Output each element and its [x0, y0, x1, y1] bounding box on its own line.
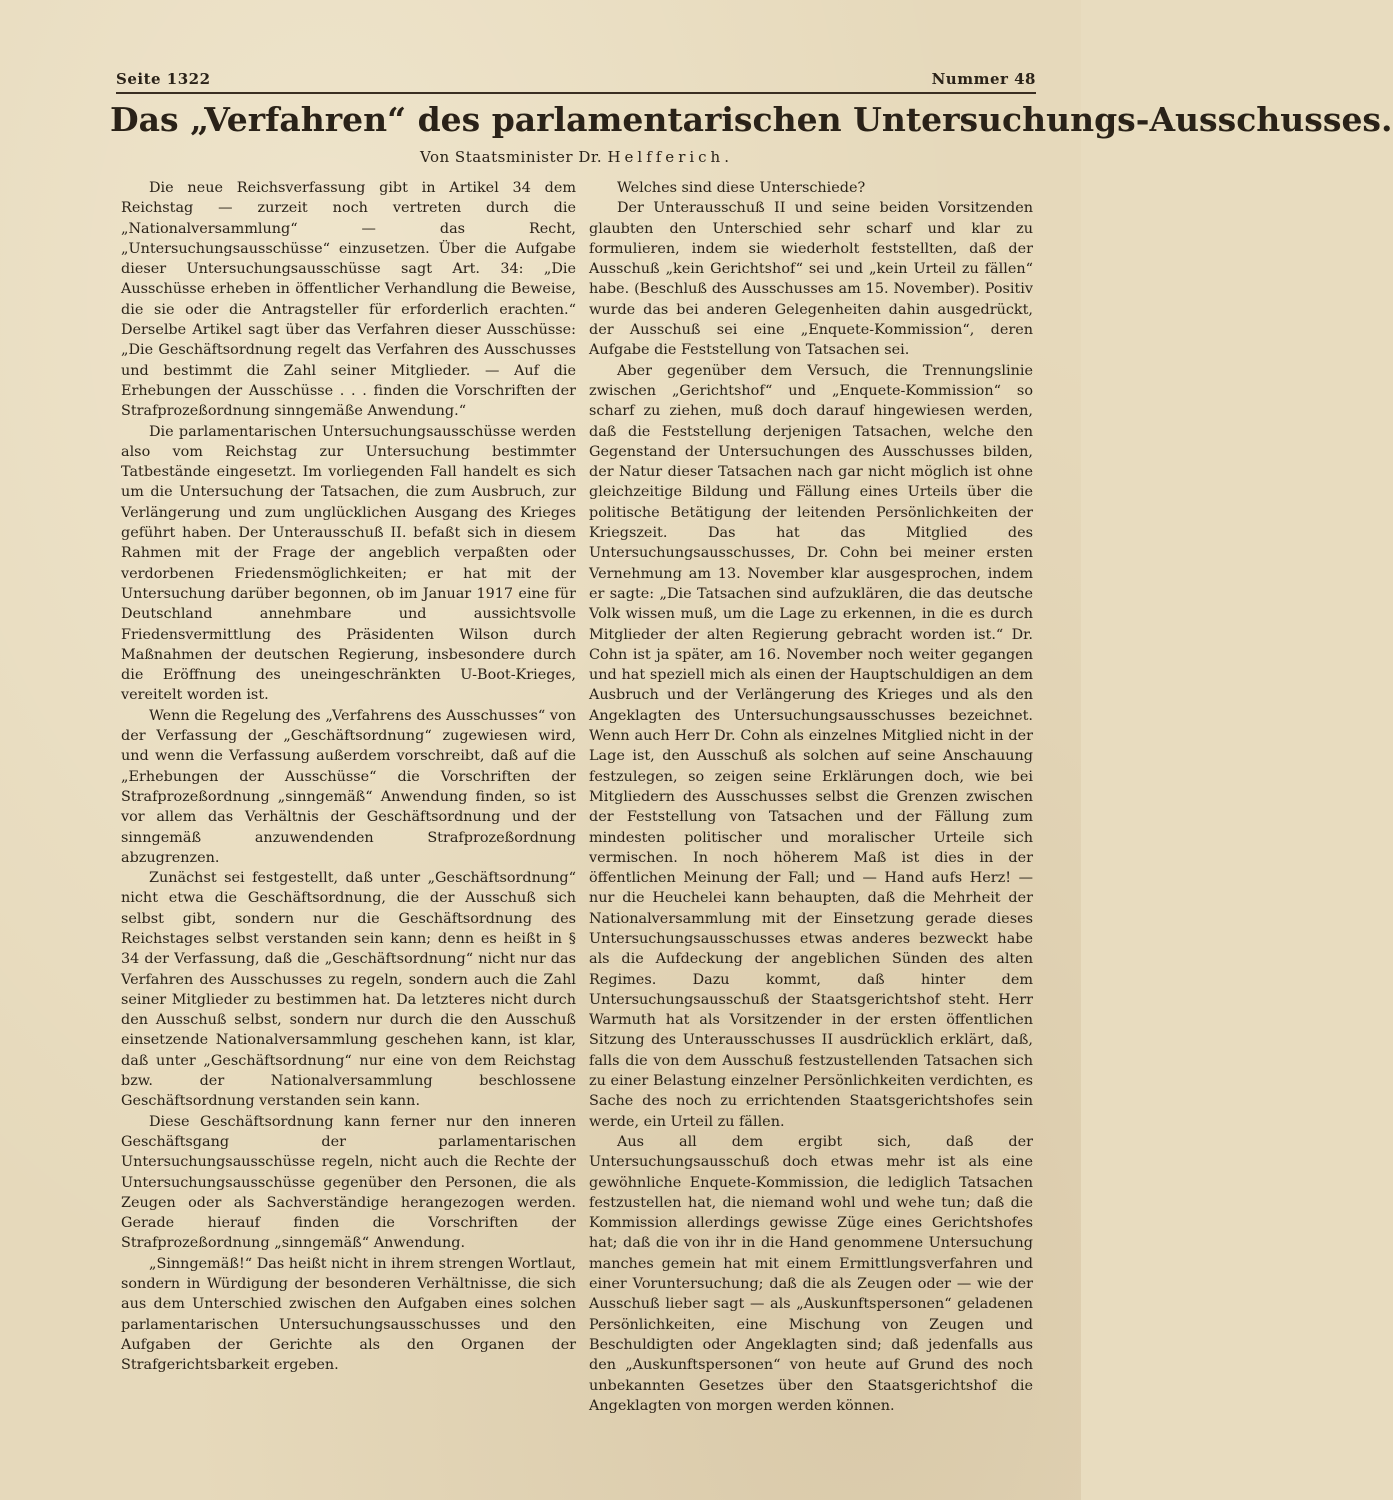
byline-prefix: Von Staatsminister Dr.: [420, 148, 603, 166]
right-paragraph-1: Welches sind diese Unterschiede?: [617, 180, 866, 196]
page-number: Seite 1322: [116, 70, 211, 88]
left-paragraph-5: Diese Geschäftsordnung kann ferner nur den inneren Geschäftsgang der parlamentarischen Untersuchungsausschüsse regeln, nicht auch die Rechte der Untersuchungsausschüsse gegenüber den Personen, die als Zeugen oder als Sachverständige herangezogen werden. Gerade hierauf finden die Vorschriften der Strafprozeßordnung „sinngemäß“ Anwendung.: [121, 1113, 576, 1252]
article-title: Das „Verfahren“ des parlamentarischen Untersuchungs-Ausschusses.: [110, 100, 1393, 139]
right-paragraph-4: Aus all dem ergibt sich, daß der Untersuchungsausschuß doch etwas mehr ist als eine gewöhnliche Enquete-Kommission, die lediglich Tatsachen festzustellen hat, die niemand wohl und wehe tun; daß die Kommission allerdings gewisse Züge eines Gerichtshofes hat; daß die von ihr in die Hand genommene Untersuchung manches gemein hat mit einem Ermittlungsverfahren und einer Voruntersuchung; daß die als Zeugen oder — wie der Ausschuß lieber sagt — als „Auskunftspersonen“ geladenen Persönlichkeiten, eine Mischung von Zeugen und Beschuldigten oder Angeklagten sind; daß jedenfalls aus den „Auskunftspersonen“ von heute auf Grund des noch unbekannten Gesetzes über den Staatsgerichtshof die Angeklagten von morgen werden können.: [589, 1133, 1033, 1414]
right-paragraph-2: Der Unterausschuß II und seine beiden Vorsitzenden glaubten den Unterschied sehr scharf und klar zu formulieren, indem sie wiederholt feststellten, daß der Ausschuß „kein Gerichtshof“ sei und „kein Urteil zu fällen“ habe. (Beschluß des Ausschusses am 15. November). Positiv wurde das bei anderen Gelegenheiten dahin ausgedrückt, der Ausschuß sei eine „Enquete-Kommission“, deren Aufgabe die Feststellung von Tatsachen sei.: [589, 200, 1033, 359]
left-paragraph-3: Wenn die Regelung des „Verfahrens des Ausschusses“ von der Verfassung der „Geschäftsordnung“ zugewiesen wird, und wenn die Verfassung außerdem vorschreibt, daß auf die „Erhebungen der Ausschüsse“ die Vorschriften der Strafprozeßordnung „sinngemäß“ Anwendung finden, so ist vor allem das Verhältnis der Geschäftsordnung und der sinngemäß anzuwendenden Strafprozeßordnung abzugrenzen.: [121, 707, 576, 866]
left-paragraph-4: Zunächst sei festgestellt, daß unter „Geschäftsordnung“ nicht etwa die Geschäftsordnung, die der Ausschuß sich selbst gibt, sondern nur die Geschäftsordnung des Reichstages selbst verstanden sein kann; denn es heißt in § 34 der Verfassung, daß die „Geschäftsordnung“ nicht nur das Verfahren des Ausschusses zu regeln, sondern auch die Zahl seiner Mitglieder zu bestimmen hat. Da letzteres nicht durch den Ausschuß selbst, sondern nur durch die den Ausschuß einsetzende Nationalversammlung geschehen kann, ist klar, daß unter „Geschäftsordnung“ nur eine von dem Reichstag bzw. der Nationalversammlung beschlossene Geschäftsordnung verstanden sein kann.: [121, 870, 576, 1110]
left-paragraph-2: Die parlamentarischen Untersuchungsausschüsse werden also vom Reichstag zur Untersuchung bestimmter Tatbestände eingesetzt. Im vorliegenden Fall handelt es sich um die Untersuchung der Tatsachen, die zum Ausbruch, zur Verlängerung und zum unglücklichen Ausgang des Krieges geführt haben. Der Unterausschuß II. befaßt sich in diesem Rahmen mit der Frage der angeblich verpaßten oder verdorbenen Friedensmöglichkeiten; er hat mit der Untersuchung darüber begonnen, ob im Januar 1917 eine für Deutschland annehmbare und aussichtsvolle Friedensvermittlung des Präsidenten Wilson durch Maßnahmen der deutschen Regierung, insbesondere durch die Eröffnung des uneingeschränkten U-Boot-Krieges, vereitelt worden ist.: [121, 423, 576, 704]
right-paragraph-3: Aber gegenüber dem Versuch, die Trennungslinie zwischen „Gerichtshof“ und „Enquete-Kommission“ so scharf zu ziehen, muß doch darauf hingewiesen werden, daß die Feststellung derjenigen Tatsachen, welche den Gegenstand der Untersuchungen des Ausschusses bilden, der Natur dieser Tatsachen nach gar nicht möglich ist ohne gleichzeitige Bildung und Fällung eines Urteils über die politische Betätigung der leitenden Persönlichkeiten der Kriegszeit. Das hat das Mitglied des Untersuchungsausschusses, Dr. Cohn bei meiner ersten Vernehmung am 13. November klar ausgesprochen, indem er sagte: „Die Tatsachen sind aufzuklären, die das deutsche Volk wissen muß, um die Lage zu erkennen, in die es durch Mitglieder der alten Regierung gebracht worden ist.“ Dr. Cohn ist ja später, am 16. November noch weiter gegangen und hat speziell mich als einen der Hauptschuldigen an dem Ausbruch und der Verlängerung des Krieges und als den Angeklagten des Untersuchungsausschusses bezeichnet. Wenn auch Herr Dr. Cohn als einzelnes Mitglied nicht in der Lage ist, den Ausschuß als solchen auf seine Anschauung festzulegen, so zeigen seine Erklärungen doch, wie bei Mitgliedern des Ausschusses selbst die Grenzen zwischen der Feststellung von Tatsachen und der Fällung zum mindesten politischer und moralischer Urteile sich vermischen. In noch höherem Maß ist dies in der öffentlichen Meinung der Fall; und — Hand aufs Herz! — nur die Heuchelei kann behaupten, daß die Mehrheit der Nationalversammlung mit der Einsetzung gerade dieses Untersuchungsausschusses etwas anderes bezweckt habe als die Aufdeckung der angeblichen Sünden des alten Regimes. Dazu kommt, daß hinter dem Untersuchungsausschuß der Staatsgerichtshof steht. Herr Warmuth hat als Vorsitzender in der ersten öffentlichen Sitzung des Unterausschusses II ausdrücklich erklärt, daß, falls die von dem Ausschuß festzustellenden Tatsachen sich zu einer Belastung einzelner Persönlichkeiten verdichten, es Sache des noch zu errichtenden Staatsgerichtshofes sein werde, ein Urteil zu fällen.: [589, 362, 1033, 1130]
left-column: [121, 178, 576, 1376]
page-header: [116, 70, 1036, 94]
issue-number: Nummer 48: [931, 70, 1036, 88]
left-paragraph-1: Die neue Reichsverfassung gibt in Artikel 34 dem Reichstag — zurzeit noch vertreten durch die „Nationalversammlung“ — das Recht, „Untersuchungsausschüsse“ einzusetzen. Über die Aufgabe dieser Untersuchungsausschüsse sagt Art. 34: „Die Ausschüsse erheben in öffentlicher Verhandlung die Beweise, die sie oder die Antragsteller für erforderlich erachten.“ Derselbe Artikel sagt über das Verfahren dieser Ausschüsse: „Die Geschäftsordnung regelt das Verfahren des Ausschusses und bestimmt die Zahl seiner Mitglieder. — Auf die Erhebungen der Ausschüsse . . . finden die Vorschriften der Strafprozeßordnung sinngemäße Anwendung.“: [121, 180, 576, 420]
left-paragraph-6: „Sinngemäß!“ Das heißt nicht in ihrem strengen Wortlaut, sondern in Würdigung der besonderen Verhältnisse, die sich aus dem Unterschied zwischen den Aufgaben eines solchen parlamentarischen Untersuchungsausschusses und den Aufgaben der Gerichte als den Organen der Strafgerichtsbarkeit ergeben.: [121, 1255, 577, 1374]
byline-author: Helfferich.: [607, 148, 733, 166]
article-byline: [420, 148, 733, 166]
right-column: [589, 178, 1033, 1416]
